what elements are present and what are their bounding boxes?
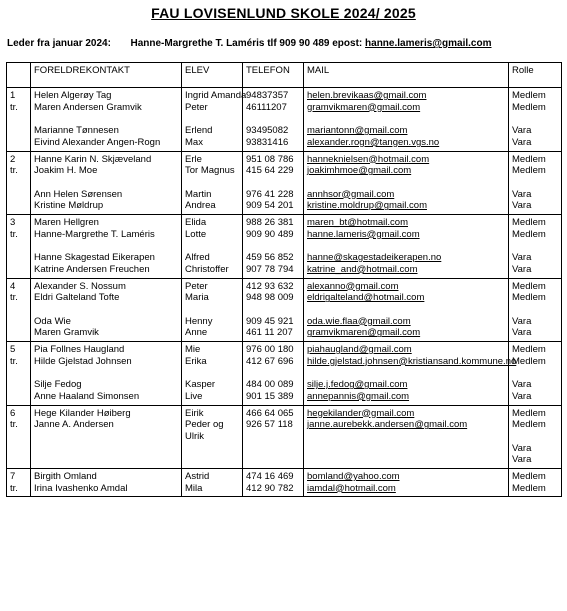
blank-line: [10, 304, 27, 316]
blank-line: [512, 367, 558, 379]
student-name: Peter: [185, 280, 208, 292]
mail-cell: [304, 469, 509, 497]
contact-cell: [31, 278, 182, 342]
blank-line: [307, 304, 505, 316]
phone-number: 948 98 009: [246, 292, 294, 304]
role-cell: [509, 469, 562, 497]
role-label: Vara: [512, 454, 532, 466]
email-link[interactable]: katrine_and@hotmail.com: [307, 263, 418, 275]
grade-line: 5: [10, 344, 16, 355]
role-label: Medlem: [512, 153, 546, 165]
grade-line: 3: [10, 217, 16, 228]
role-cell: [509, 151, 562, 215]
contact-cell: [31, 342, 182, 406]
email-link[interactable]: kristine.moldrup@gmail.com: [307, 200, 427, 212]
leader-info: Hanne-Margrethe T. Laméris tlf 909 90 489 epost:: [130, 38, 363, 49]
blank-line: [246, 177, 300, 189]
blank-line: [34, 454, 178, 466]
email-link[interactable]: joakimhmoe@gmail.com: [307, 165, 412, 177]
blank-line: [512, 113, 558, 125]
email-link[interactable]: annepannis@gmail.com: [307, 390, 410, 402]
student-name: Astrid: [185, 471, 210, 482]
blank-line: [10, 113, 27, 125]
contact-name: Alexander S. Nossum: [34, 280, 126, 292]
role-label: Vara: [512, 188, 532, 200]
email-link[interactable]: piahaugland@gmail.com: [307, 344, 412, 355]
table-row: [7, 342, 562, 406]
student-name: Tor Magnus: [185, 165, 235, 177]
blank-line: [185, 454, 239, 466]
blank-line: [246, 113, 300, 125]
role-cell: [509, 405, 562, 469]
email-link[interactable]: gramvikmaren@gmail.com: [307, 101, 421, 113]
phone-number: 484 00 089: [246, 379, 294, 391]
blank-line: [246, 431, 300, 443]
role-label: Medlem: [512, 292, 546, 304]
role-label: Medlem: [512, 355, 546, 367]
blank-line: [10, 177, 27, 189]
role-label: Vara: [512, 125, 532, 137]
role-label: Vara: [512, 379, 532, 391]
blank-line: [34, 240, 178, 252]
role-label: Medlem: [512, 101, 546, 113]
grade-line: 7: [10, 471, 16, 482]
email-link[interactable]: iamdal@hotmail.com: [307, 482, 396, 494]
table-row: [7, 151, 562, 215]
phone-number: 988 26 381: [246, 217, 294, 228]
blank-line: [10, 316, 27, 328]
blank-line: [307, 454, 505, 466]
contact-name: Eivind Alexander Angen-Rogn: [34, 136, 161, 148]
email-link[interactable]: oda.wie.flaa@gmail.com: [307, 315, 411, 327]
contact-name: Hanne Karin N. Skjæveland: [34, 153, 152, 165]
email-link[interactable]: helen.brevikaas@gmail.com: [307, 90, 427, 101]
email-link[interactable]: silje.j.fedog@gmail.com: [307, 379, 408, 391]
student-name: Kasper: [185, 379, 216, 391]
phone-cell: [243, 469, 304, 497]
role-label: Vara: [512, 263, 532, 275]
blank-line: [10, 379, 27, 391]
phone-cell: [243, 215, 304, 279]
contact-name: Eldri Galteland Tofte: [34, 292, 120, 304]
grade-line: tr.: [10, 419, 18, 431]
grade-line: tr.: [10, 228, 18, 240]
contact-name: Marianne Tønnesen: [34, 125, 119, 137]
role-label: Medlem: [512, 471, 546, 482]
student-name: Max: [185, 136, 203, 148]
blank-line: [185, 177, 239, 189]
student-cell: [182, 342, 243, 406]
blank-line: [246, 367, 300, 379]
header-mail: MAIL: [304, 63, 509, 88]
table-body: [7, 88, 562, 497]
contact-cell: [31, 469, 182, 497]
blank-line: [34, 443, 178, 455]
role-label: Vara: [512, 327, 532, 339]
phone-number: 907 78 794: [246, 263, 294, 275]
phone-number: 461 11 207: [246, 327, 293, 339]
email-link[interactable]: hanne@skagestadeikerapen.no: [307, 252, 442, 264]
blank-line: [246, 454, 300, 466]
student-name: Live: [185, 390, 203, 402]
blank-line: [10, 443, 27, 455]
phone-number: 412 67 696: [246, 355, 294, 367]
role-label: Medlem: [512, 280, 546, 292]
phone-number: 976 00 180: [246, 344, 294, 355]
email-link[interactable]: hegekilander@gmail.com: [307, 407, 415, 419]
blank-line: [10, 367, 27, 379]
blank-line: [10, 240, 27, 252]
blank-line: [307, 240, 505, 252]
role-label: Medlem: [512, 419, 546, 431]
contact-name: Ann Helen Sørensen: [34, 188, 123, 200]
table-header-row: [7, 63, 562, 88]
blank-line: [185, 367, 239, 379]
email-link[interactable]: eldrigalteland@hotmail.com: [307, 292, 425, 304]
email-link[interactable]: gramvikmaren@gmail.com: [307, 327, 421, 339]
role-cell: [509, 215, 562, 279]
student-cell: [182, 469, 243, 497]
blank-line: [34, 304, 178, 316]
blank-line: [10, 125, 27, 137]
mail-cell: [304, 215, 509, 279]
contact-table: [6, 62, 562, 497]
email-link[interactable]: hanneknielsen@hotmail.com: [307, 153, 430, 165]
leader-line: [7, 38, 492, 49]
phone-number: 415 64 229: [246, 165, 294, 177]
phone-number: 93831416: [246, 136, 289, 148]
contact-name: Janne A. Andersen: [34, 419, 114, 431]
role-label: Vara: [512, 200, 532, 212]
student-name: Lotte: [185, 228, 207, 240]
contact-name: Birgith Omland: [34, 471, 97, 482]
student-name: Peder og: [185, 419, 224, 431]
phone-number: 412 90 782: [246, 482, 294, 494]
blank-line: [10, 200, 27, 212]
phone-cell: [243, 151, 304, 215]
email-link[interactable]: mariantonn@gmail.com: [307, 125, 408, 137]
grade-line: tr.: [10, 101, 18, 113]
contact-name: Helen Algerøy Tag: [34, 90, 112, 101]
phone-number: 93495082: [246, 125, 289, 137]
role-label: Vara: [512, 136, 532, 148]
contact-cell: [31, 151, 182, 215]
role-label: Medlem: [512, 90, 546, 101]
grade-cell: [7, 215, 31, 279]
phone-number: 412 93 632: [246, 280, 294, 292]
blank-line: [185, 113, 239, 125]
student-cell: [182, 88, 247, 152]
phone-number: 46111207: [246, 101, 287, 113]
phone-cell: [243, 278, 304, 342]
blank-line: [307, 177, 505, 189]
role-label: Vara: [512, 442, 532, 454]
student-name: Eirik: [185, 407, 204, 419]
student-cell: [182, 215, 243, 279]
role-label: Medlem: [512, 482, 546, 494]
phone-number: 951 08 786: [246, 153, 294, 165]
role-label: Medlem: [512, 407, 546, 419]
blank-line: [512, 431, 558, 443]
email-link[interactable]: hanne.lameris@gmail.com: [307, 228, 420, 240]
student-name: Elida: [185, 217, 207, 228]
grade-line: 2: [10, 153, 16, 165]
phone-cell: [243, 88, 304, 152]
grade-cell: [7, 342, 31, 406]
grade-cell: [7, 469, 31, 497]
blank-line: [34, 113, 178, 125]
grade-line: 4: [10, 280, 16, 292]
blank-line: [512, 177, 558, 189]
grade-line: tr.: [10, 292, 18, 304]
phone-number: 909 54 201: [246, 200, 294, 212]
phone-number: 474 16 469: [246, 471, 294, 482]
blank-line: [34, 177, 178, 189]
blank-line: [34, 367, 178, 379]
grade-cell: [7, 151, 31, 215]
contact-name: Hanne-Margrethe T. Laméris: [34, 228, 155, 240]
role-label: Vara: [512, 315, 532, 327]
blank-line: [34, 431, 178, 443]
blank-line: [10, 454, 27, 466]
grade-line: tr.: [10, 482, 18, 494]
contact-name: Oda Wie: [34, 315, 71, 327]
student-name: Mila: [185, 482, 203, 494]
role-cell: [509, 88, 562, 152]
mail-cell: [304, 278, 509, 342]
student-cell: [182, 405, 243, 469]
blank-line: [10, 137, 27, 149]
contact-cell: [31, 88, 182, 152]
phone-number: 94837357: [246, 90, 289, 101]
blank-line: [185, 443, 239, 455]
table-row: [7, 278, 562, 342]
grade-cell: [7, 405, 31, 469]
blank-line: [246, 240, 300, 252]
grade-line: 1: [10, 90, 16, 101]
contact-name: Irina Ivashenko Amdal: [34, 482, 128, 494]
student-name: Henny: [185, 315, 213, 327]
blank-line: [307, 431, 505, 443]
email-link[interactable]: maren_bt@hotmail.com: [307, 217, 408, 228]
email-link[interactable]: hilde.gjelstad.johnsen@kristiansand.kommune.no: [307, 355, 517, 367]
contact-name: Kristine Møldrup: [34, 200, 104, 212]
student-cell: [182, 151, 243, 215]
role-label: Medlem: [512, 217, 546, 228]
page-title: FAU LOVISENLUND SKOLE 2024/ 2025: [151, 5, 416, 21]
mail-cell: [304, 405, 509, 469]
blank-line: [185, 240, 239, 252]
contact-name: Pia Follnes Haugland: [34, 344, 125, 355]
blank-line: [246, 443, 300, 455]
student-name: Peter: [185, 101, 208, 113]
role-cell: [509, 278, 562, 342]
blank-line: [10, 391, 27, 403]
phone-number: 901 15 389: [246, 390, 294, 402]
role-label: Medlem: [512, 228, 546, 240]
contact-name: Joakim H. Moe: [34, 165, 98, 177]
phone-number: 466 64 065: [246, 407, 294, 419]
header-phone: TELEFON: [243, 63, 304, 88]
student-name: Alfred: [185, 252, 210, 264]
student-name: Martin: [185, 188, 212, 200]
header-role: Rolle: [509, 63, 562, 88]
phone-number: 909 90 489: [246, 228, 294, 240]
student-name: Ulrik: [185, 430, 204, 442]
student-name: Erika: [185, 355, 207, 367]
grade-line: tr.: [10, 355, 18, 367]
blank-line: [307, 367, 505, 379]
header-student: ELEV: [182, 63, 243, 88]
blank-line: [512, 304, 558, 316]
email-link[interactable]: annhsor@gmail.com: [307, 188, 395, 200]
phone-cell: [243, 342, 304, 406]
table-row: [7, 405, 562, 469]
contact-cell: [31, 405, 182, 469]
student-name: Ingrid Amanda: [185, 90, 247, 101]
header-grade: [7, 63, 31, 88]
grade-cell: [7, 88, 31, 152]
contact-name: Hege Kilander Høiberg: [34, 407, 131, 419]
mail-cell: [304, 88, 509, 152]
contact-name: Hilde Gjelstad Johnsen: [34, 355, 132, 367]
role-label: Medlem: [512, 344, 546, 355]
contact-name: Katrine Andersen Freuchen: [34, 263, 150, 275]
phone-cell: [243, 405, 304, 469]
header-contact: FORELDREKONTAKT: [31, 63, 182, 88]
grade-line: 6: [10, 407, 16, 419]
table-row: [7, 88, 562, 152]
blank-line: [10, 431, 27, 443]
role-cell: [509, 342, 562, 406]
blank-line: [307, 443, 505, 455]
leader-email-link[interactable]: hanne.lameris@gmail.com: [365, 38, 492, 49]
student-name: Mie: [185, 344, 201, 355]
student-cell: [182, 278, 243, 342]
blank-line: [10, 327, 27, 339]
phone-number: 909 45 921: [246, 315, 294, 327]
contact-name: Hanne Skagestad Eikerapen: [34, 252, 155, 264]
contact-cell: [31, 215, 182, 279]
table-row: [7, 469, 562, 497]
blank-line: [246, 304, 300, 316]
email-link[interactable]: alexanno@gmail.com: [307, 280, 399, 292]
blank-line: [185, 304, 239, 316]
role-label: Vara: [512, 252, 532, 264]
phone-number: 459 56 852: [246, 252, 294, 264]
contact-name: Silje Fedog: [34, 379, 82, 391]
student-name: Anne: [185, 327, 208, 339]
student-name: Christoffer: [185, 263, 229, 275]
mail-cell: [304, 342, 517, 406]
grade-cell: [7, 278, 31, 342]
contact-name: Maren Hellgren: [34, 217, 99, 228]
blank-line: [10, 189, 27, 201]
mail-cell: [304, 151, 509, 215]
leader-label: Leder fra januar 2024:: [7, 38, 111, 49]
blank-line: [10, 252, 27, 264]
contact-name: Maren Andersen Gramvik: [34, 101, 142, 113]
contact-name: Anne Haaland Simonsen: [34, 390, 140, 402]
blank-line: [512, 240, 558, 252]
student-name: Erlend: [185, 125, 213, 137]
table-row: [7, 215, 562, 279]
role-label: Medlem: [512, 165, 546, 177]
grade-line: tr.: [10, 165, 18, 177]
blank-line: [10, 264, 27, 276]
student-name: Andrea: [185, 200, 216, 212]
contact-name: Maren Gramvik: [34, 327, 99, 339]
student-name: Erle: [185, 153, 202, 165]
student-name: Maria: [185, 292, 209, 304]
role-label: Vara: [512, 390, 532, 402]
email-link[interactable]: janne.aurebekk.andersen@gmail.com: [307, 419, 468, 431]
email-link[interactable]: bomland@yahoo.com: [307, 471, 400, 482]
email-link[interactable]: alexander.rogn@tangen.vgs.no: [307, 136, 440, 148]
blank-line: [307, 113, 505, 125]
phone-number: 976 41 228: [246, 188, 294, 200]
phone-number: 926 57 118: [246, 419, 293, 431]
